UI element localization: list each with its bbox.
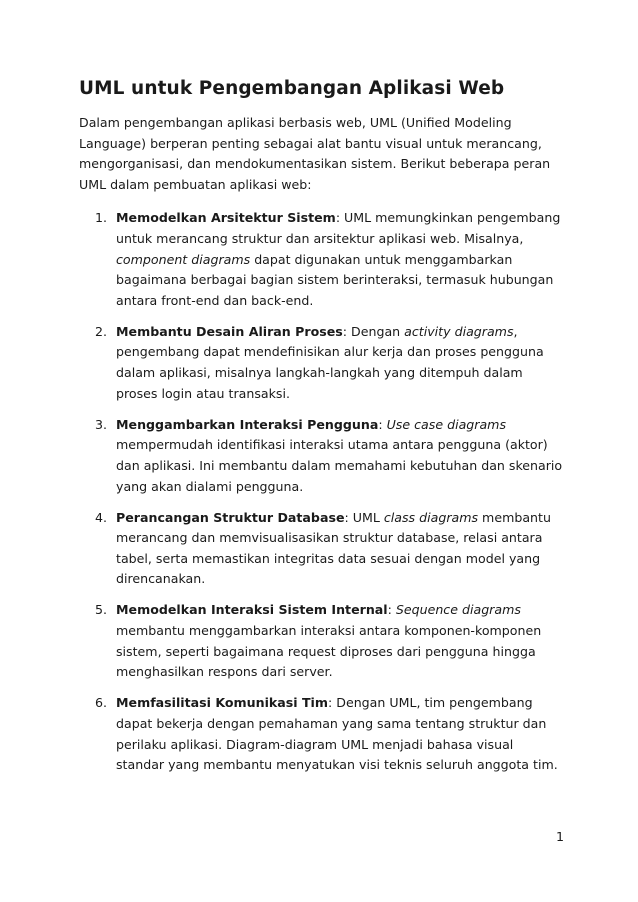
list-item [79,508,564,590]
list-item-heading: Menggambarkan Interaksi Pengguna [116,416,379,432]
list-item-text: dapat digunakan untuk menggambarkan bagaimana berbagai bagian sistem berinteraksi, termasuk hubungan antara front-end dan back-end. [116,251,554,308]
list-item-heading: Perancangan Struktur Database [116,509,345,525]
list-item [79,322,564,404]
list-item-number: 6. [95,695,108,711]
list-item-text: : UML [344,509,384,525]
list-item-term: component diagrams [116,251,251,267]
list-item-number: 2. [95,323,108,339]
list-item [79,208,564,311]
list-item-heading: Memfasilitasi Komunikasi Tim [116,695,328,711]
list-item-heading: Memodelkan Arsitektur Sistem [116,210,336,226]
list-item [79,415,564,497]
list-item-text: : [378,416,387,432]
list-item-heading: Membantu Desain Aliran Proses [116,323,343,339]
list-item [79,600,564,682]
list-item-term: Use case diagrams [386,416,507,432]
list-item-number: 5. [95,602,108,618]
list-item-text: membantu menggambarkan interaksi antara komponen-komponen sistem, seperti bagaimana request diproses dari pengguna hingga menghasilkan respons dari server. [116,623,542,680]
list-item-text: : UML memungkinkan pengembang untuk merancang struktur dan arsitektur aplikasi web. Misalnya, [116,210,561,246]
list-item-text: : Dengan [342,323,405,339]
list-item-heading: Memodelkan Interaksi Sistem Internal [116,602,388,618]
list-item-term: Sequence diagrams [395,602,521,618]
list-item-number: 3. [95,416,108,432]
list-item-term: activity diagrams [404,323,514,339]
list-item-text: membantu merancang dan memvisualisasikan struktur database, relasi antara tabel, serta memastikan integritas data sesuai dengan model yang direncanakan. [116,509,551,587]
list-item-text: mempermudah identifikasi interaksi utama antara pengguna (aktor) dan aplikasi. Ini membantu dalam memahami kebutuhan dan skenario yang akan dialami pengguna. [116,437,563,494]
list-item [79,693,564,775]
document-page [79,76,564,786]
intro-paragraph: Dalam pengembangan aplikasi berbasis web, UML (Unified Modeling Language) berperan penting sebagai alat bantu visual untuk merancang, mengorganisasi, dan mendokumentasikan sistem. Berikut beberapa peran UML dalam pembuatan aplikasi web: [79,115,551,192]
page-number: 1 [555,829,564,844]
roles-list [79,208,564,775]
document-title: UML untuk Pengembangan Aplikasi Web [79,78,505,99]
list-item-text: : Dengan UML, tim pengembang dapat bekerja dengan pemahaman yang sama tentang struktur dan perilaku aplikasi. Diagram-diagram UML menjadi bahasa visual standar yang membantu menyatukan visi teknis seluruh anggota tim. [116,695,558,773]
list-item-term: class diagrams [383,509,479,525]
list-item-text: , pengembang dapat mendefinisikan alur kerja dan proses pengguna dalam aplikasi, misalnya langkah-langkah yang ditempuh dalam proses login atau transaksi. [116,323,544,401]
list-item-number: 4. [95,509,108,525]
list-item-text: : [387,602,396,618]
list-item-number: 1. [95,210,108,226]
